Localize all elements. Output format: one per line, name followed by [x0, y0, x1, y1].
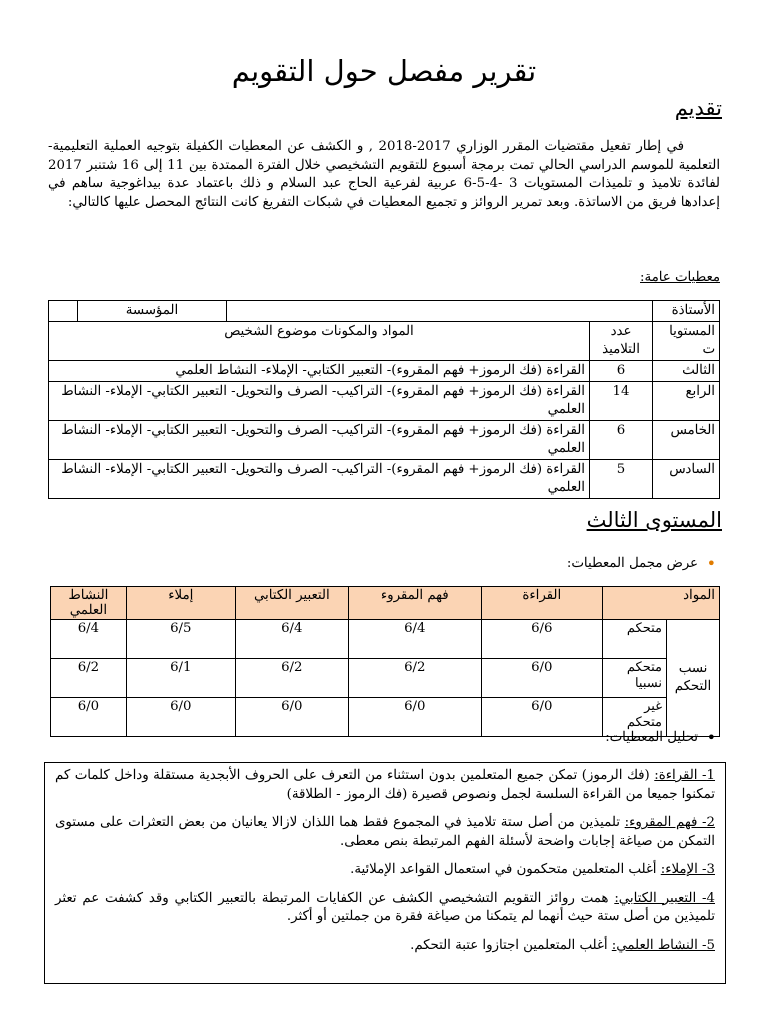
analysis-item-text: (فك الرموز) تمكن جميع المتعلمين بدون استثناء من التعرف على الحروف الأبجدية مستقلة وداخل كلمات كم تمكنوا جميعا من القراءة السلسة لجمل ونصوص قصيرة (فك الرموز - الطلاقة) [55, 768, 715, 802]
level-three-heading: المستوى الثالث [586, 508, 722, 532]
school-value [49, 301, 78, 322]
analysis-item-text: تلميذين من أصل ستة تلاميذ في المجموع فقط هما اللذان لازالا يعانيان من بعض التعثرات على مستوى التمكن من صياغة إجابات واضحة لأسئلة الفهم المرتبطة بنص معطى. [55, 815, 715, 849]
school-label: المؤسسة [77, 301, 226, 322]
subjects-cell: القراءة (فك الرموز+ فهم المقروء)- التراكيب- الصرف والتحويل- التعبير الكتابي- الإملاء- النشاط العلمي [49, 382, 590, 421]
table-row [49, 382, 720, 421]
subjects-column-label: المواد والمكونات موضوع الشخيص [49, 322, 590, 361]
analysis-item-title: 4- التعبير الكتابي: [614, 890, 715, 906]
table-row [49, 322, 720, 361]
subjects-cell: القراءة (فك الرموز+ فهم المقروء)- التراكيب- الصرف والتحويل- التعبير الكتابي- الإملاء- النشاط العلمي [49, 421, 590, 460]
count-cell: 6 [590, 421, 653, 460]
level-cell: الخامس [653, 421, 720, 460]
intro-heading: تقديم [674, 96, 722, 120]
value-cell: 6/0 [481, 698, 602, 737]
analysis-box [44, 762, 726, 984]
value-cell: 6/5 [126, 620, 235, 659]
mastery-group-label: نسب التحكم [667, 620, 720, 737]
level-cell: السادس [653, 460, 720, 499]
value-cell: 6/2 [348, 659, 481, 698]
table-row [49, 301, 720, 322]
analysis-item [55, 861, 715, 880]
table-row [49, 460, 720, 499]
comprehension-header: فهم المقروء [348, 587, 481, 620]
table-row [51, 620, 720, 659]
analysis-item-text: همت روائز التقويم التشخيصي الكشف عن الكفايات المرتبطة بالتعبير الكتابي وقد كشفت عم تعثر تلميذين من أصل ستة حيث أنهما لم يتمكنا من صياغة فقرة من جملتين أو أكثر. [55, 890, 715, 924]
subjects-cell: القراءة (فك الرموز+ فهم المقروء)- التعبير الكتابي- الإملاء- النشاط العلمي [49, 361, 590, 382]
general-data-heading: معطيات عامة: [640, 270, 720, 285]
analysis-item [55, 767, 715, 804]
analysis-item-title: 5- النشاط العلمي: [611, 937, 715, 953]
teacher-value [226, 301, 652, 322]
value-cell: 6/6 [481, 620, 602, 659]
level-cell: الرابع [653, 382, 720, 421]
general-data-table [48, 300, 720, 499]
row-label: غير متحكم [602, 698, 666, 737]
value-cell: 6/2 [235, 659, 348, 698]
analysis-item-title: 3- الإملاء: [660, 862, 715, 877]
value-cell: 6/0 [481, 659, 602, 698]
reading-header: القراءة [481, 587, 602, 620]
count-cell: 14 [590, 382, 653, 421]
analysis-item-text: أغلب المتعلمين متحكمون في استعمال القواعد الإملائية. [350, 862, 661, 877]
count-cell: 5 [590, 460, 653, 499]
analysis-item-title: 2- فهم المقروء: [624, 815, 715, 830]
table-row [49, 421, 720, 460]
analysis-bullet: • تحليل المعطيات: [605, 730, 698, 745]
value-cell: 6/4 [348, 620, 481, 659]
level-column-label: المستويا ت [653, 322, 720, 361]
analysis-item [55, 814, 715, 851]
document-title: تقرير مفصل حول التقويم [231, 54, 537, 88]
count-column-label: عدد التلاميذ [590, 322, 653, 361]
subjects-cell: القراءة (فك الرموز+ فهم المقروء)- التراكيب- الصرف والتحويل- التعبير الكتابي- الإملاء- النشاط العلمي [49, 460, 590, 499]
level-cell: الثالث [653, 361, 720, 382]
value-cell: 6/0 [235, 698, 348, 737]
writing-header: التعبير الكتابي [235, 587, 348, 620]
table-row [51, 659, 720, 698]
analysis-item-text: أغلب المتعلمين اجتازوا عتبة التحكم. [410, 937, 612, 953]
value-cell: 6/4 [51, 620, 127, 659]
value-cell: 6/4 [235, 620, 348, 659]
science-header: النشاط العلمي [51, 587, 127, 620]
value-cell: 6/0 [126, 698, 235, 737]
value-cell: 6/2 [51, 659, 127, 698]
value-cell: 6/1 [126, 659, 235, 698]
dictation-header: إملاء [126, 587, 235, 620]
row-label: متحكم [602, 620, 666, 659]
value-cell: 6/0 [51, 698, 127, 737]
analysis-item [55, 937, 715, 956]
mastery-table [50, 586, 720, 737]
analysis-item [55, 890, 715, 927]
row-label: متحكم نسبيا [602, 659, 666, 698]
intro-paragraph: في إطار تفعيل مقتضيات المقرر الوزاري 2017-2018 , و الكشف عن المعطيات الكفيلة بتوجيه العملية التعليمية-التعلمية للموسم الدراسي الحالي تمت برمجة أسبوع للتقويم التشخيصي خلال الفترة الممتدة بين 11 إلى 16 شتنبر 2017 لفائدة تلاميذ و تلميذات المستويات 3 -4-5-6 عربية لفرعية الحاج عبد السلام و ذلك باعتماد عدة بيداغوجية ساهم في إعدادها فريق من الاساتذة. وبعد تمرير الروائز و تجميع المعطيات في شبكات التفريغ كانت النتائج المحصل عليها كالتالي: [48, 139, 721, 210]
teacher-label: الأستاذة [653, 301, 720, 322]
summary-bullet: • عرض مجمل المعطيات: [567, 556, 698, 571]
table-header-row [51, 587, 720, 620]
analysis-item-title: 1- القراءة: [654, 768, 716, 783]
subjects-header: المواد [602, 587, 719, 620]
value-cell: 6/0 [348, 698, 481, 737]
count-cell: 6 [590, 361, 653, 382]
table-row [49, 361, 720, 382]
